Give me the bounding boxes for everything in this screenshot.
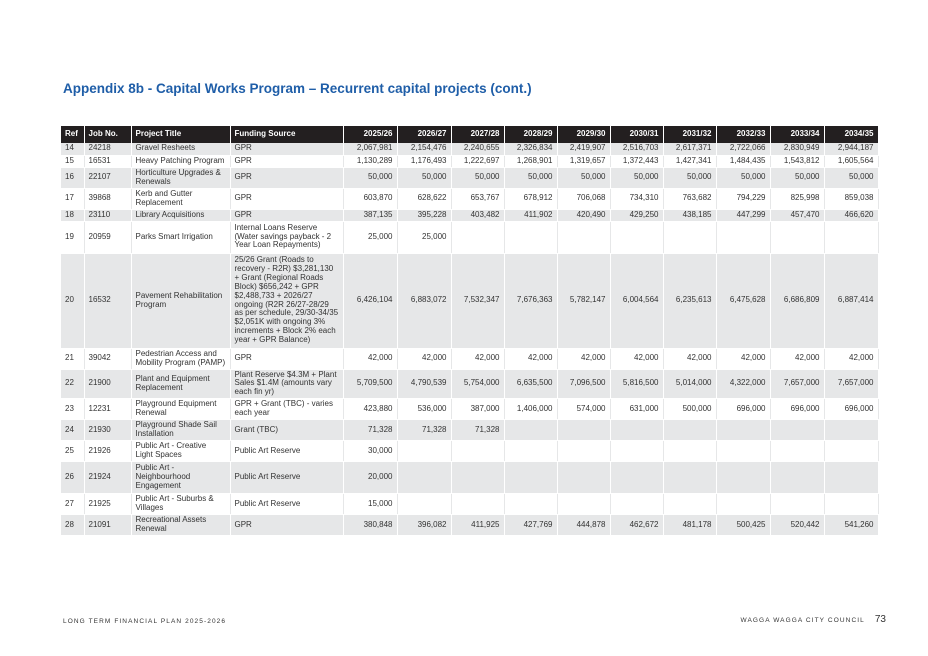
value-cell: 2,944,187 xyxy=(824,143,878,155)
value-cell: 7,657,000 xyxy=(824,369,878,399)
value-cell: 50,000 xyxy=(770,167,824,188)
value-cell: 5,754,000 xyxy=(451,369,504,399)
value-cell xyxy=(504,494,557,515)
value-cell: 2,326,834 xyxy=(504,143,557,155)
project-title-cell: Heavy Patching Program xyxy=(131,155,230,167)
value-cell xyxy=(557,441,610,462)
column-header: 2025/26 xyxy=(343,126,397,143)
funding-source-cell: 25/26 Grant (Roads to recovery - R2R) $3,281,130 + Grant (Regional Roads Block) $656,242 + GPR $2,488,733 + 2026/27 ongoing (R2R 26/27-28/29 as per schedule, 29/30-34/35 $2,051K with ongoing 3% increments + Block 2% each year + GPR Balance) xyxy=(230,253,343,348)
value-cell: 1,406,000 xyxy=(504,399,557,420)
value-cell: 1,427,341 xyxy=(663,155,716,167)
value-cell: 2,617,371 xyxy=(663,143,716,155)
value-cell: 380,848 xyxy=(343,515,397,536)
table-row xyxy=(61,253,878,348)
ref-cell: 19 xyxy=(61,221,84,253)
value-cell xyxy=(824,494,878,515)
funding-source-cell: Plant Reserve $4.3M + Plant Sales $1.4M (amounts vary each fin yr) xyxy=(230,369,343,399)
project-title-cell: Playground Equipment Renewal xyxy=(131,399,230,420)
value-cell xyxy=(716,462,770,494)
value-cell: 25,000 xyxy=(397,221,451,253)
funding-source-cell: Internal Loans Reserve (Water savings payback - 2 Year Loan Repayments) xyxy=(230,221,343,253)
value-cell: 574,000 xyxy=(557,399,610,420)
value-cell: 1,222,697 xyxy=(451,155,504,167)
value-cell: 631,000 xyxy=(610,399,663,420)
value-cell: 5,709,500 xyxy=(343,369,397,399)
value-cell: 481,178 xyxy=(663,515,716,536)
value-cell: 429,250 xyxy=(610,209,663,221)
value-cell xyxy=(663,494,716,515)
value-cell: 50,000 xyxy=(451,167,504,188)
value-cell xyxy=(716,221,770,253)
funding-source-cell: GPR xyxy=(230,167,343,188)
value-cell: 42,000 xyxy=(663,348,716,369)
job-number-cell: 21926 xyxy=(84,441,131,462)
value-cell: 7,657,000 xyxy=(770,369,824,399)
funding-source-cell: GPR xyxy=(230,348,343,369)
value-cell: 42,000 xyxy=(397,348,451,369)
value-cell: 2,154,476 xyxy=(397,143,451,155)
project-title-cell: Public Art - Suburbs & Villages xyxy=(131,494,230,515)
project-title-cell: Plant and Equipment Replacement xyxy=(131,369,230,399)
value-cell xyxy=(451,494,504,515)
value-cell: 50,000 xyxy=(343,167,397,188)
value-cell: 42,000 xyxy=(343,348,397,369)
column-header: 2029/30 xyxy=(557,126,610,143)
job-number-cell: 21924 xyxy=(84,462,131,494)
value-cell: 50,000 xyxy=(397,167,451,188)
value-cell: 6,635,500 xyxy=(504,369,557,399)
value-cell: 541,260 xyxy=(824,515,878,536)
column-header: Job No. xyxy=(84,126,131,143)
funding-source-cell: GPR xyxy=(230,143,343,155)
job-number-cell: 23110 xyxy=(84,209,131,221)
table-body xyxy=(61,143,878,536)
column-header: Project Title xyxy=(131,126,230,143)
value-cell: 395,228 xyxy=(397,209,451,221)
table-row xyxy=(61,399,878,420)
value-cell: 50,000 xyxy=(610,167,663,188)
project-title-cell: Library Acquisitions xyxy=(131,209,230,221)
value-cell: 6,426,104 xyxy=(343,253,397,348)
footer-organisation: WAGGA WAGGA CITY COUNCIL xyxy=(740,617,865,624)
value-cell xyxy=(716,494,770,515)
value-cell: 42,000 xyxy=(451,348,504,369)
value-cell xyxy=(504,420,557,441)
table-row xyxy=(61,441,878,462)
funding-source-cell: Public Art Reserve xyxy=(230,462,343,494)
ref-cell: 15 xyxy=(61,155,84,167)
ref-cell: 14 xyxy=(61,143,84,155)
value-cell xyxy=(716,420,770,441)
value-cell: 50,000 xyxy=(557,167,610,188)
value-cell: 500,425 xyxy=(716,515,770,536)
value-cell xyxy=(824,221,878,253)
value-cell xyxy=(451,221,504,253)
value-cell: 520,442 xyxy=(770,515,824,536)
value-cell: 696,000 xyxy=(770,399,824,420)
ref-cell: 21 xyxy=(61,348,84,369)
value-cell: 420,490 xyxy=(557,209,610,221)
column-header: 2026/27 xyxy=(397,126,451,143)
value-cell: 1,543,812 xyxy=(770,155,824,167)
ref-cell: 25 xyxy=(61,441,84,462)
project-title-cell: Public Art - Creative Light Spaces xyxy=(131,441,230,462)
project-title-cell: Public Art - Neighbourhood Engagement xyxy=(131,462,230,494)
value-cell: 403,482 xyxy=(451,209,504,221)
footer-right xyxy=(740,614,886,625)
value-cell: 2,419,907 xyxy=(557,143,610,155)
value-cell xyxy=(824,441,878,462)
value-cell xyxy=(504,441,557,462)
value-cell xyxy=(663,462,716,494)
value-cell xyxy=(770,462,824,494)
value-cell xyxy=(770,441,824,462)
column-header: 2028/29 xyxy=(504,126,557,143)
value-cell: 50,000 xyxy=(504,167,557,188)
value-cell xyxy=(770,494,824,515)
value-cell: 5,782,147 xyxy=(557,253,610,348)
value-cell: 734,310 xyxy=(610,188,663,209)
job-number-cell: 21925 xyxy=(84,494,131,515)
value-cell: 1,484,435 xyxy=(716,155,770,167)
value-cell: 6,686,809 xyxy=(770,253,824,348)
value-cell xyxy=(397,494,451,515)
job-number-cell: 39868 xyxy=(84,188,131,209)
value-cell: 1,176,493 xyxy=(397,155,451,167)
value-cell xyxy=(557,221,610,253)
job-number-cell: 12231 xyxy=(84,399,131,420)
ref-cell: 17 xyxy=(61,188,84,209)
column-header: 2030/31 xyxy=(610,126,663,143)
value-cell: 438,185 xyxy=(663,209,716,221)
capital-works-table xyxy=(61,126,879,536)
value-cell: 696,000 xyxy=(824,399,878,420)
funding-source-cell: Grant (TBC) xyxy=(230,420,343,441)
ref-cell: 22 xyxy=(61,369,84,399)
value-cell: 500,000 xyxy=(663,399,716,420)
value-cell xyxy=(610,494,663,515)
value-cell: 2,516,703 xyxy=(610,143,663,155)
footer-document-title: LONG TERM FINANCIAL PLAN 2025-2026 xyxy=(63,618,227,625)
job-number-cell: 22107 xyxy=(84,167,131,188)
funding-source-cell: GPR xyxy=(230,209,343,221)
value-cell: 387,135 xyxy=(343,209,397,221)
job-number-cell: 16532 xyxy=(84,253,131,348)
value-cell: 2,067,981 xyxy=(343,143,397,155)
value-cell: 457,470 xyxy=(770,209,824,221)
table-row xyxy=(61,155,878,167)
value-cell xyxy=(504,221,557,253)
value-cell: 71,328 xyxy=(451,420,504,441)
ref-cell: 23 xyxy=(61,399,84,420)
value-cell: 50,000 xyxy=(824,167,878,188)
project-title-cell: Gravel Resheets xyxy=(131,143,230,155)
value-cell: 466,620 xyxy=(824,209,878,221)
column-header: 2032/33 xyxy=(716,126,770,143)
value-cell: 7,096,500 xyxy=(557,369,610,399)
value-cell: 462,672 xyxy=(610,515,663,536)
value-cell: 6,004,564 xyxy=(610,253,663,348)
value-cell xyxy=(824,420,878,441)
value-cell xyxy=(610,441,663,462)
value-cell xyxy=(663,221,716,253)
value-cell: 444,878 xyxy=(557,515,610,536)
value-cell xyxy=(557,494,610,515)
value-cell: 6,887,414 xyxy=(824,253,878,348)
value-cell: 1,319,657 xyxy=(557,155,610,167)
funding-source-cell: GPR xyxy=(230,155,343,167)
job-number-cell: 21900 xyxy=(84,369,131,399)
table-row xyxy=(61,494,878,515)
column-header: Funding Source xyxy=(230,126,343,143)
column-header: 2033/34 xyxy=(770,126,824,143)
value-cell: 396,082 xyxy=(397,515,451,536)
value-cell: 15,000 xyxy=(343,494,397,515)
value-cell: 763,682 xyxy=(663,188,716,209)
table-row xyxy=(61,515,878,536)
project-title-cell: Playground Shade Sail Installation xyxy=(131,420,230,441)
value-cell: 42,000 xyxy=(610,348,663,369)
value-cell xyxy=(397,441,451,462)
funding-source-cell: Public Art Reserve xyxy=(230,494,343,515)
value-cell xyxy=(557,420,610,441)
table-header-row xyxy=(61,126,878,143)
table-row xyxy=(61,221,878,253)
table-row xyxy=(61,167,878,188)
value-cell: 706,068 xyxy=(557,188,610,209)
value-cell: 825,998 xyxy=(770,188,824,209)
funding-source-cell: Public Art Reserve xyxy=(230,441,343,462)
value-cell xyxy=(397,462,451,494)
value-cell: 536,000 xyxy=(397,399,451,420)
project-title-cell: Pedestrian Access and Mobility Program (PAMP) xyxy=(131,348,230,369)
value-cell: 71,328 xyxy=(343,420,397,441)
project-title-cell: Recreational Assets Renewal xyxy=(131,515,230,536)
value-cell: 6,883,072 xyxy=(397,253,451,348)
value-cell: 4,790,539 xyxy=(397,369,451,399)
value-cell: 6,235,613 xyxy=(663,253,716,348)
table-row xyxy=(61,188,878,209)
table-row xyxy=(61,348,878,369)
value-cell: 411,902 xyxy=(504,209,557,221)
value-cell: 411,925 xyxy=(451,515,504,536)
funding-source-cell: GPR xyxy=(230,188,343,209)
value-cell xyxy=(610,221,663,253)
value-cell: 42,000 xyxy=(824,348,878,369)
value-cell: 42,000 xyxy=(770,348,824,369)
value-cell: 50,000 xyxy=(663,167,716,188)
job-number-cell: 24218 xyxy=(84,143,131,155)
value-cell: 42,000 xyxy=(504,348,557,369)
value-cell: 696,000 xyxy=(716,399,770,420)
ref-cell: 20 xyxy=(61,253,84,348)
ref-cell: 26 xyxy=(61,462,84,494)
value-cell xyxy=(663,441,716,462)
value-cell: 30,000 xyxy=(343,441,397,462)
value-cell xyxy=(557,462,610,494)
value-cell: 1,130,289 xyxy=(343,155,397,167)
table-row xyxy=(61,209,878,221)
project-title-cell: Parks Smart Irrigation xyxy=(131,221,230,253)
value-cell: 7,676,363 xyxy=(504,253,557,348)
value-cell: 2,830,949 xyxy=(770,143,824,155)
table-row xyxy=(61,369,878,399)
value-cell: 387,000 xyxy=(451,399,504,420)
job-number-cell: 21930 xyxy=(84,420,131,441)
value-cell: 1,605,564 xyxy=(824,155,878,167)
ref-cell: 28 xyxy=(61,515,84,536)
value-cell: 5,014,000 xyxy=(663,369,716,399)
value-cell: 1,372,443 xyxy=(610,155,663,167)
ref-cell: 18 xyxy=(61,209,84,221)
job-number-cell: 20959 xyxy=(84,221,131,253)
ref-cell: 27 xyxy=(61,494,84,515)
table-row xyxy=(61,420,878,441)
value-cell: 25,000 xyxy=(343,221,397,253)
value-cell: 50,000 xyxy=(716,167,770,188)
column-header: 2027/28 xyxy=(451,126,504,143)
project-title-cell: Pavement Rehabilitation Program xyxy=(131,253,230,348)
value-cell: 859,038 xyxy=(824,188,878,209)
value-cell: 603,870 xyxy=(343,188,397,209)
job-number-cell: 16531 xyxy=(84,155,131,167)
value-cell: 42,000 xyxy=(716,348,770,369)
value-cell: 71,328 xyxy=(397,420,451,441)
value-cell: 427,769 xyxy=(504,515,557,536)
page-title: Appendix 8b - Capital Works Program – Recurrent capital projects (cont.) xyxy=(63,81,532,96)
value-cell: 42,000 xyxy=(557,348,610,369)
value-cell: 20,000 xyxy=(343,462,397,494)
column-header: 2034/35 xyxy=(824,126,878,143)
value-cell: 447,299 xyxy=(716,209,770,221)
value-cell: 2,240,655 xyxy=(451,143,504,155)
value-cell xyxy=(610,462,663,494)
value-cell xyxy=(504,462,557,494)
value-cell: 423,880 xyxy=(343,399,397,420)
value-cell: 7,532,347 xyxy=(451,253,504,348)
value-cell: 6,475,628 xyxy=(716,253,770,348)
project-title-cell: Horticulture Upgrades & Renewals xyxy=(131,167,230,188)
ref-cell: 24 xyxy=(61,420,84,441)
value-cell xyxy=(824,462,878,494)
value-cell xyxy=(716,441,770,462)
column-header: Ref xyxy=(61,126,84,143)
table-row xyxy=(61,143,878,155)
ref-cell: 16 xyxy=(61,167,84,188)
value-cell xyxy=(770,221,824,253)
value-cell xyxy=(451,441,504,462)
value-cell: 628,622 xyxy=(397,188,451,209)
value-cell: 794,229 xyxy=(716,188,770,209)
job-number-cell: 21091 xyxy=(84,515,131,536)
table-row xyxy=(61,462,878,494)
value-cell: 653,767 xyxy=(451,188,504,209)
value-cell: 678,912 xyxy=(504,188,557,209)
value-cell: 5,816,500 xyxy=(610,369,663,399)
value-cell xyxy=(663,420,716,441)
value-cell xyxy=(610,420,663,441)
value-cell: 4,322,000 xyxy=(716,369,770,399)
project-title-cell: Kerb and Gutter Replacement xyxy=(131,188,230,209)
funding-source-cell: GPR xyxy=(230,515,343,536)
job-number-cell: 39042 xyxy=(84,348,131,369)
value-cell xyxy=(770,420,824,441)
column-header: 2031/32 xyxy=(663,126,716,143)
funding-source-cell: GPR + Grant (TBC) - varies each year xyxy=(230,399,343,420)
page-number: 73 xyxy=(874,614,886,625)
value-cell: 1,268,901 xyxy=(504,155,557,167)
value-cell: 2,722,066 xyxy=(716,143,770,155)
value-cell xyxy=(451,462,504,494)
